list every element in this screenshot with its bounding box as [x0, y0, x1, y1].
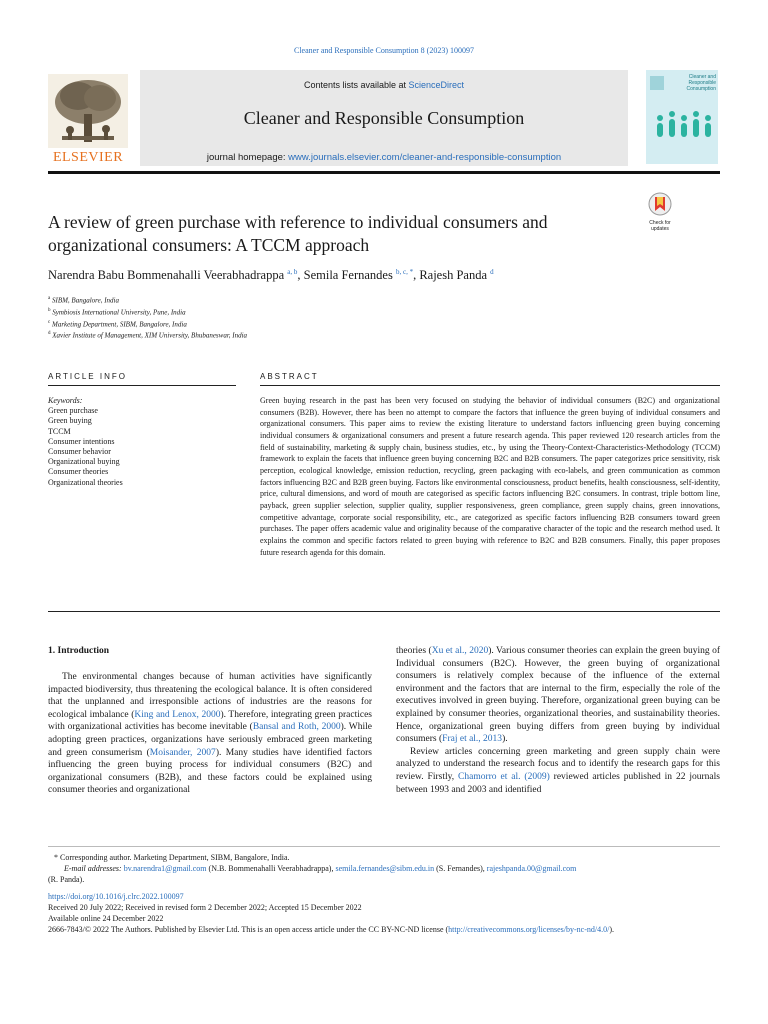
- author-affiliation-marks[interactable]: a, b: [287, 268, 298, 276]
- bookmark-icon: [646, 192, 674, 216]
- contents-prefix: Contents lists available at: [303, 80, 409, 90]
- citation-link[interactable]: King and Lenox, 2000: [134, 709, 221, 720]
- article-info-rule: [48, 385, 236, 386]
- cover-title: Cleaner and Responsible Consumption: [686, 74, 716, 92]
- affiliation-item: $^b$ Symbiosis International University, Pune, India: [48, 307, 186, 317]
- email-addresses: E-mail addresses: bv.narendra1@gmail.com (N.B. Bommenahalli Veerabhadrappa), semila.fernandes@sibm.edu.in (S. Fernandes), rajeshpanda.00@gmail.com: [64, 864, 577, 873]
- author-name: Semila Fernandes: [303, 268, 393, 283]
- keyword-item: Consumer theories: [48, 467, 109, 477]
- doi-link[interactable]: https://doi.org/10.1016/j.clrc.2022.100097: [48, 892, 184, 901]
- citation-link[interactable]: Fraj et al., 2013: [442, 734, 503, 745]
- author-list: Narendra Babu Bommenahalli Veerabhadrappa $^{a, b}$, Semila Fernandes $^{b, c, *}$, Rajesh Panda $^d$: [48, 268, 494, 283]
- citation-link[interactable]: Moisander, 2007: [149, 747, 216, 758]
- keyword-item: Consumer intentions: [48, 436, 115, 446]
- article-title: A review of green purchase with reference to individual consumers and organizational consumers: A TCCM approach: [48, 212, 548, 255]
- tree-icon: [48, 74, 128, 148]
- author-name: Narendra Babu Bommenahalli Veerabhadrappa: [48, 268, 285, 283]
- article-info-heading: ARTICLE INFO: [48, 372, 127, 381]
- sciencedirect-link[interactable]: ScienceDirect: [408, 80, 465, 90]
- journal-homepage-line: [140, 152, 628, 163]
- journal-title: Cleaner and Responsible Consumption: [243, 108, 525, 128]
- author-affiliation-marks[interactable]: b, c, *: [395, 268, 414, 276]
- intro-paragraph: theories (Xu et al., 2020). Various consumer theories can explain the green buying of Individual consumers (B2C). However, the green buying of organizational consumers is relatively complex because of the influence of the external environment and the factors that are internal to the firm, especially the role of the executives involved in green buying. Therefore, organizational green buying can be explained by consumer theories, organizational theories, and sustainability theories. Hence, organizational green buying differs from green buying by individual consumers (Fraj et al., 2013).: [396, 646, 720, 745]
- available-online: Available online 24 December 2022: [48, 914, 164, 923]
- intro-paragraph: The environmental changes because of human activities have significantly impacted biodiversity, thus threatening the ecological balance. It is often considered that the unplanned and irresponsible actions of industries are the reasons for ecological imbalance (King and Lenox, 2000). Therefore, integrating green practices with organizational activities has become inevitable (Bansal and Roth, 2000). While adopting green practices, organizations have seriously embraced green marketing and green consumerism (Moisander, 2007). Many studies have identified factors influencing the green buying process for individual consumers (B2C) and organizational consumers (B2B), and these factors could be explained using consumer theories and organizational: [48, 672, 373, 796]
- citation-link[interactable]: Xu et al., 2020: [431, 646, 489, 656]
- contents-available-line: [140, 80, 628, 90]
- email-link[interactable]: bv.narendra1@gmail.com: [123, 864, 207, 873]
- abstract-bottom-rule: [48, 611, 720, 612]
- license-statement: 2666-7843/© 2022 The Authors. Published by Elsevier Ltd. This is an open access article under the CC BY-NC-ND license (http://creativecommons.org/licenses/by-nc-nd/4.0/).: [48, 925, 614, 934]
- citation-link[interactable]: Bansal and Roth, 2000: [252, 722, 341, 733]
- footnotes: [48, 852, 720, 935]
- abstract-rule: [260, 385, 720, 386]
- license-link[interactable]: http://creativecommons.org/licenses/by-nc-nd/4.0/: [448, 925, 610, 934]
- received-dates: Received 20 July 2022; Received in revised form 2 December 2022; Accepted 15 December 2022: [48, 903, 362, 912]
- email-link[interactable]: semila.fernandes@sibm.edu.in: [335, 864, 435, 873]
- footnote-rule: [48, 846, 720, 847]
- keyword-item: TCCM: [48, 426, 71, 436]
- affiliation-item: $^d$ Xavier Institute of Management, XIM University, Bhubaneswar, India: [48, 331, 248, 340]
- right-column: [396, 645, 720, 796]
- email-link[interactable]: rajeshpanda.00@gmail.com: [486, 864, 577, 873]
- abstract-heading: ABSTRACT: [260, 372, 319, 381]
- email-owner-tail: (R. Panda).: [48, 875, 85, 884]
- keyword-item: Green purchase: [48, 406, 98, 416]
- left-column: [48, 671, 372, 797]
- keyword-item: Green buying: [48, 416, 92, 426]
- introduction-heading: 1. Introduction: [48, 646, 110, 656]
- citation-link[interactable]: Chamorro et al. (2009): [458, 771, 550, 782]
- running-head[interactable]: Cleaner and Responsible Consumption 8 (2023) 100097: [294, 46, 474, 55]
- keywords-label: Keywords:: [48, 396, 83, 405]
- journal-homepage-link[interactable]: www.journals.elsevier.com/cleaner-and-responsible-consumption: [288, 152, 562, 163]
- header-rule: [48, 171, 720, 174]
- corresponding-author-note: * Corresponding author. Marketing Department, SIBM, Bangalore, India.: [54, 853, 290, 862]
- check-for-updates-badge[interactable]: [646, 192, 674, 232]
- abstract-text: Green buying research in the past has been very focused on studying the behavior of individual consumers (B2C) and organizational consumers (B2B). However, there has been no attempt to compare the factors that influence the green buying of individual consumers and organizational consumers. This paper aims to review the existing literature to understand factors influencing green buying concerning individual consumers & organizational consumers and present a future research agenda. This paper reviewed 120 research articles from the field of sustainability, marketing & supply chain, business studies, etc., by using the Theory-Context-Characteristics-Methodology (TCCM) framework to explain the facets that influence green buying concerning B2C and B2B consumers. The paper categorizes price sensitivity, risk perception, ecological knowledge, emission reduction, recycling, green packaging with eco-labels, and green communication as common factors influencing B2C and B2B green buying. Factors like environmental consciousness, product benefits, health consciousness, self-identity, price, cultural dimensions, and word of mouth are categorised as specific factors influencing B2C consumers. In contrast, triple bottom line, payback, green supplier selection, supplier quality, supplier responsiveness, green compliance, green supply chains, green innovations, competitive advantage, corporate social responsibility, etc., are categorized as specific factors influencing B2B consumers toward green purchases. The paper offers academic value and originality because of the comparative character of the topic and the research method used. It explains the common and specific factors related to green buying with reference to B2C and B2B consumers. Finally, this paper proposes future research agenda for this domain.: [260, 396, 720, 557]
- keyword-item: Organizational theories: [48, 477, 123, 487]
- affiliation-item: $^a$ SIBM, Bangalore, India: [48, 296, 119, 305]
- intro-paragraph: Review articles concerning green marketing and green supply chain were analyzed to understand the research focus and to identify the research gaps for this review. Firstly, Chamorro et al. (2009) reviewed articles published in 22 journals between 1993 and 2003 and identified: [396, 746, 720, 795]
- check-updates-label: Check for updates: [649, 220, 671, 232]
- author-affiliation-marks[interactable]: d: [490, 268, 494, 276]
- keyword-item: Consumer behavior: [48, 447, 111, 457]
- keywords-block: [48, 396, 218, 488]
- elsevier-wordmark: ELSEVIER: [52, 150, 124, 165]
- keyword-item: Organizational buying: [48, 457, 120, 467]
- affiliations: [48, 294, 548, 341]
- affiliation-item: $^c$ Marketing Department, SIBM, Bangalore, India: [48, 319, 187, 328]
- author-name: Rajesh Panda: [419, 268, 488, 283]
- homepage-prefix: journal homepage:: [206, 152, 289, 163]
